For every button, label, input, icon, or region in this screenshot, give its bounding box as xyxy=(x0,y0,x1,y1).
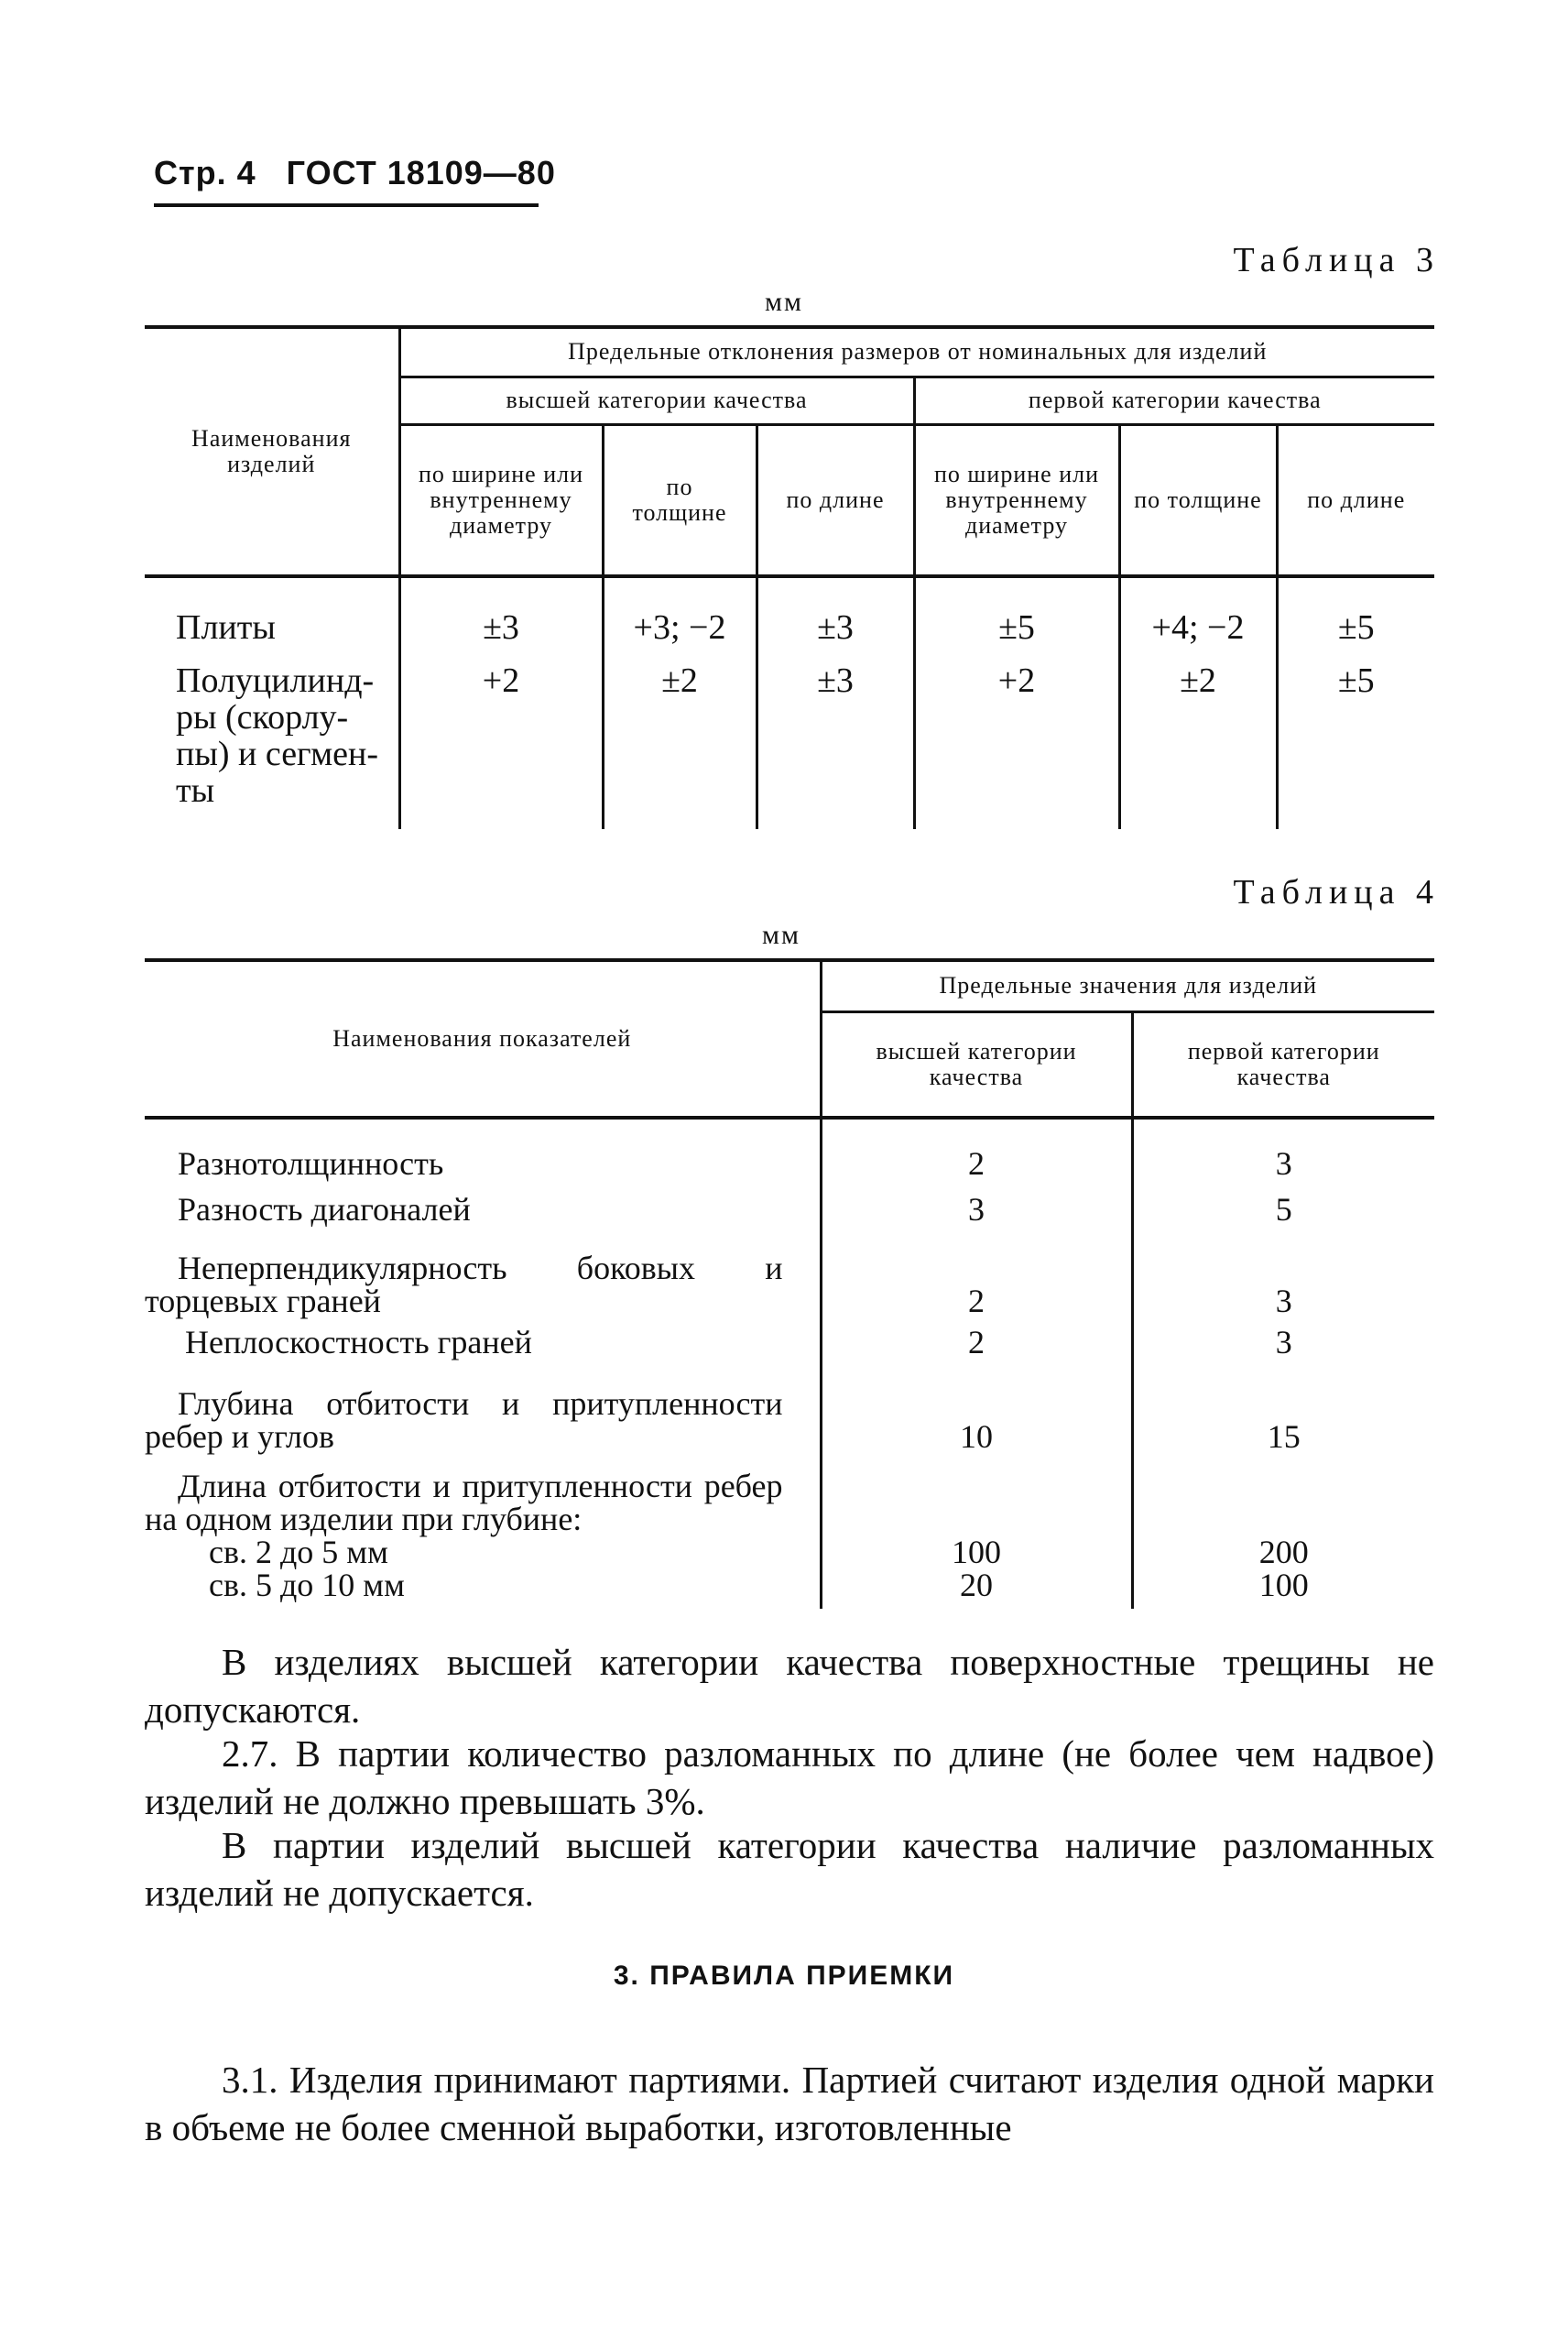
table4-cell: 3 xyxy=(821,1184,1132,1235)
table-row xyxy=(145,1453,1434,1535)
table4-row-name: Длина отбитости и притупленности ребер на одном изделии при глубине: xyxy=(145,1468,783,1537)
table4-cell: 2 xyxy=(821,1235,1132,1317)
table3-subgroup-high: высшей категории качества xyxy=(399,377,914,424)
table4-row-name: Неплоскостность граней xyxy=(185,1324,532,1360)
table3-cell: ±5 xyxy=(1277,646,1434,829)
table-row xyxy=(145,1568,1434,1609)
table3-cell: +2 xyxy=(914,646,1119,829)
table3-subgroup-first: первой категории качества xyxy=(914,377,1434,424)
table4-caption: Таблица 4 xyxy=(1233,873,1440,912)
table3-subcol-thickness-first: по толщине xyxy=(1119,424,1277,576)
table3-cell: ±5 xyxy=(1277,576,1434,646)
table3-cell: +4; −2 xyxy=(1119,576,1277,646)
table3-group-title: Предельные отклонения размеров от номинальных для изделий xyxy=(399,327,1434,377)
table4-row-name: Разность диагоналей xyxy=(178,1191,471,1228)
table4-row-name: Разнотолщинность xyxy=(178,1145,444,1182)
table-row xyxy=(145,646,1434,829)
table4-cell: 20 xyxy=(821,1568,1132,1609)
table4-cell: 3 xyxy=(1132,1235,1434,1317)
table3-unit: мм xyxy=(765,287,803,317)
table-row xyxy=(145,1535,1434,1568)
table3-subcol-width-high: по ширине или внутреннему диаметру xyxy=(399,424,603,576)
table4-cell xyxy=(821,1453,1132,1535)
table4 xyxy=(145,958,1434,1609)
table4-cell: 3 xyxy=(1132,1118,1434,1184)
table-row xyxy=(145,1184,1434,1235)
table3-cell: ±3 xyxy=(757,576,914,646)
table4-subcol-high: высшей категории качества xyxy=(821,1011,1132,1118)
paragraph-2-7: 2.7. В партии количество разломанных по длине (не более чем надвое) изделий не должно превышать 3%. xyxy=(145,1732,1434,1822)
table3-subcol-width-first: по ширине или внутреннему диаметру xyxy=(914,424,1119,576)
header-rule xyxy=(154,203,539,207)
paragraph-cracks: В изделиях высшей категории качества поверхностные трещины не допускаются. xyxy=(145,1641,1434,1731)
table3-cell: ±3 xyxy=(757,646,914,829)
table4-cell: 5 xyxy=(1132,1184,1434,1235)
section-title: 3. ПРАВИЛА ПРИЕМКИ xyxy=(613,1961,955,1991)
table4-cell: 2 xyxy=(821,1118,1132,1184)
table3-cell: ±5 xyxy=(914,576,1119,646)
table4-cell: 10 xyxy=(821,1367,1132,1453)
table3-cell: +3; −2 xyxy=(603,576,757,646)
table3-cell: ±2 xyxy=(1119,646,1277,829)
page-number: Стр. 4 xyxy=(154,154,256,191)
table3-row-name: Полуцилиндры (скорлупы) и сегменты xyxy=(176,661,379,810)
standard-code: ГОСТ 18109—80 xyxy=(286,154,556,191)
page-header xyxy=(154,154,556,192)
table4-row-name: св. 2 до 5 мм xyxy=(209,1534,388,1570)
table-row xyxy=(145,1317,1434,1367)
table-row xyxy=(145,1118,1434,1184)
table4-group-title: Предельные значения для изделий xyxy=(821,960,1434,1011)
table4-cell: 100 xyxy=(821,1535,1132,1568)
table3 xyxy=(145,325,1434,829)
table4-cell xyxy=(1132,1453,1434,1535)
table4-cell: 100 xyxy=(1132,1568,1434,1609)
table3-subcol-length-high: по длине xyxy=(757,424,914,576)
table3-row-name: Плиты xyxy=(176,608,276,647)
table4-cell: 200 xyxy=(1132,1535,1434,1568)
table-row xyxy=(145,1367,1434,1453)
table-row xyxy=(145,576,1434,646)
table4-col-name: Наименования показателей xyxy=(145,960,821,1118)
table3-subcol-length-first: по длине xyxy=(1277,424,1434,576)
table4-row-name: Неперпендикулярность боковых и торцевых граней xyxy=(145,1250,783,1319)
table4-cell: 2 xyxy=(821,1317,1132,1367)
table3-cell: ±3 xyxy=(399,576,603,646)
table4-subcol-first: первой категории качества xyxy=(1132,1011,1434,1118)
table4-row-name: св. 5 до 10 мм xyxy=(209,1567,405,1603)
table-row xyxy=(145,1235,1434,1317)
paragraph-broken-products: В партии изделий высшей категории качества наличие разломанных изделий не допускается. xyxy=(145,1824,1434,1914)
table4-cell: 3 xyxy=(1132,1317,1434,1367)
table3-caption: Таблица 3 xyxy=(1233,241,1440,279)
table3-cell: ±2 xyxy=(603,646,757,829)
table3-col-name: Наименования изделий xyxy=(145,327,399,576)
table4-row-name: Глубина отбитости и притупленности ребер и углов xyxy=(145,1385,783,1455)
table3-subcol-thickness-high: по толщине xyxy=(603,424,757,576)
table4-cell: 15 xyxy=(1132,1367,1434,1453)
paragraph-3-1: 3.1. Изделия принимают партиями. Партией считают изделия одной марки в объеме не более сменной выработки, изготовленные xyxy=(145,2059,1434,2148)
table4-unit: мм xyxy=(762,920,800,950)
table3-cell: +2 xyxy=(399,646,603,829)
